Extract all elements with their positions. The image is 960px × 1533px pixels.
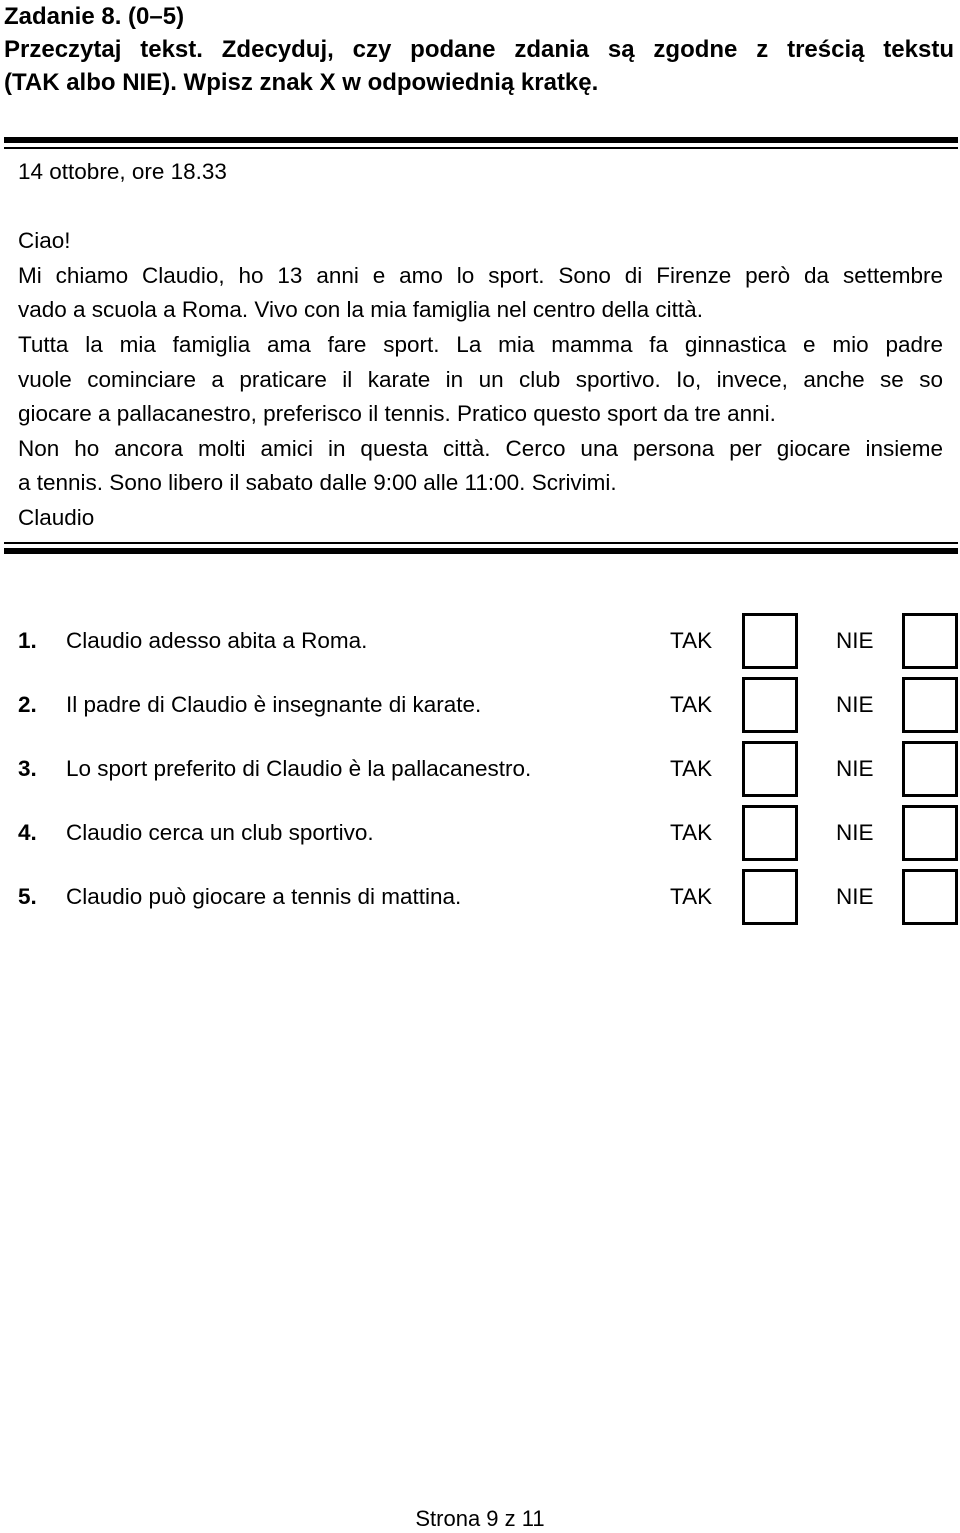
letter-line: a tennis. Sono libero il sabato dalle 9:00 alle 11:00. Scrivimi. [18,470,617,496]
letter-greeting: Ciao! [18,228,71,254]
tak-label: TAK [670,628,713,653]
tak-label: TAK [670,756,713,781]
question-number: 2. [18,692,37,717]
nie-checkbox[interactable] [902,741,958,797]
question-text: Il padre di Claudio è insegnante di karate. [66,692,482,717]
letter-bottom-rule-thick [4,548,958,554]
letter-date: 14 ottobre, ore 18.33 [18,159,227,184]
question-row [0,741,960,799]
letter-bottom-rule-thin [4,542,958,544]
letter-line: vuole cominciare a praticare il karate in un club sportivo. Io, invece, anche se so [18,366,943,392]
nie-label: NIE [836,692,874,717]
letter-line: Non ho ancora molti amici in questa città. Cerco una persona per giocare insieme [18,435,943,461]
tak-checkbox[interactable] [742,805,798,861]
nie-label: NIE [836,628,874,653]
question-row [0,805,960,863]
question-text: Claudio adesso abita a Roma. [66,628,368,653]
task-title: Zadanie 8. (0–5) [4,3,185,30]
letter-line: Tutta la mia famiglia ama fare sport. La mia mamma fa ginnastica e mio padre [18,331,943,357]
question-row [0,677,960,735]
tak-checkbox[interactable] [742,677,798,733]
letter-line: giocare a pallacanestro, preferisco il tennis. Pratico questo sport da tre anni. [18,401,776,427]
question-row [0,869,960,927]
tak-label: TAK [670,692,713,717]
question-text: Claudio può giocare a tennis di mattina. [66,884,462,909]
letter-top-rule-thin [4,147,958,149]
question-number: 1. [18,628,37,653]
question-number: 3. [18,756,37,781]
nie-checkbox[interactable] [902,805,958,861]
nie-label: NIE [836,820,874,845]
tak-label: TAK [670,820,713,845]
letter-text [18,155,943,536]
nie-checkbox[interactable] [902,677,958,733]
question-text: Claudio cerca un club sportivo. [66,820,374,845]
letter-line: Mi chiamo Claudio, ho 13 anni e amo lo sport. Sono di Firenze però da settembre [18,262,943,288]
letter-signature: Claudio [18,504,95,530]
letter-blank-line [18,190,943,225]
tak-checkbox[interactable] [742,613,798,669]
tak-checkbox[interactable] [742,869,798,925]
question-number: 5. [18,884,37,909]
nie-checkbox[interactable] [902,613,958,669]
letter-line: vado a scuola a Roma. Vivo con la mia famiglia nel centro della città. [18,297,703,323]
question-number: 4. [18,820,37,845]
question-row [0,613,960,671]
tak-checkbox[interactable] [742,741,798,797]
letter-top-rule-thick [4,137,958,143]
nie-checkbox[interactable] [902,869,958,925]
nie-label: NIE [836,884,874,909]
nie-label: NIE [836,756,874,781]
task-instruction-line-2: (TAK albo NIE). Wpisz znak X w odpowiednią kratkę. [4,69,599,96]
task-header [4,0,954,99]
question-text: Lo sport preferito di Claudio è la pallacanestro. [66,756,532,781]
page-number: Strona 9 z 11 [415,1506,545,1531]
task-instruction-line-1: Przeczytaj tekst. Zdecyduj, czy podane zdania są zgodne z treścią tekstu [4,36,954,63]
tak-label: TAK [670,884,713,909]
